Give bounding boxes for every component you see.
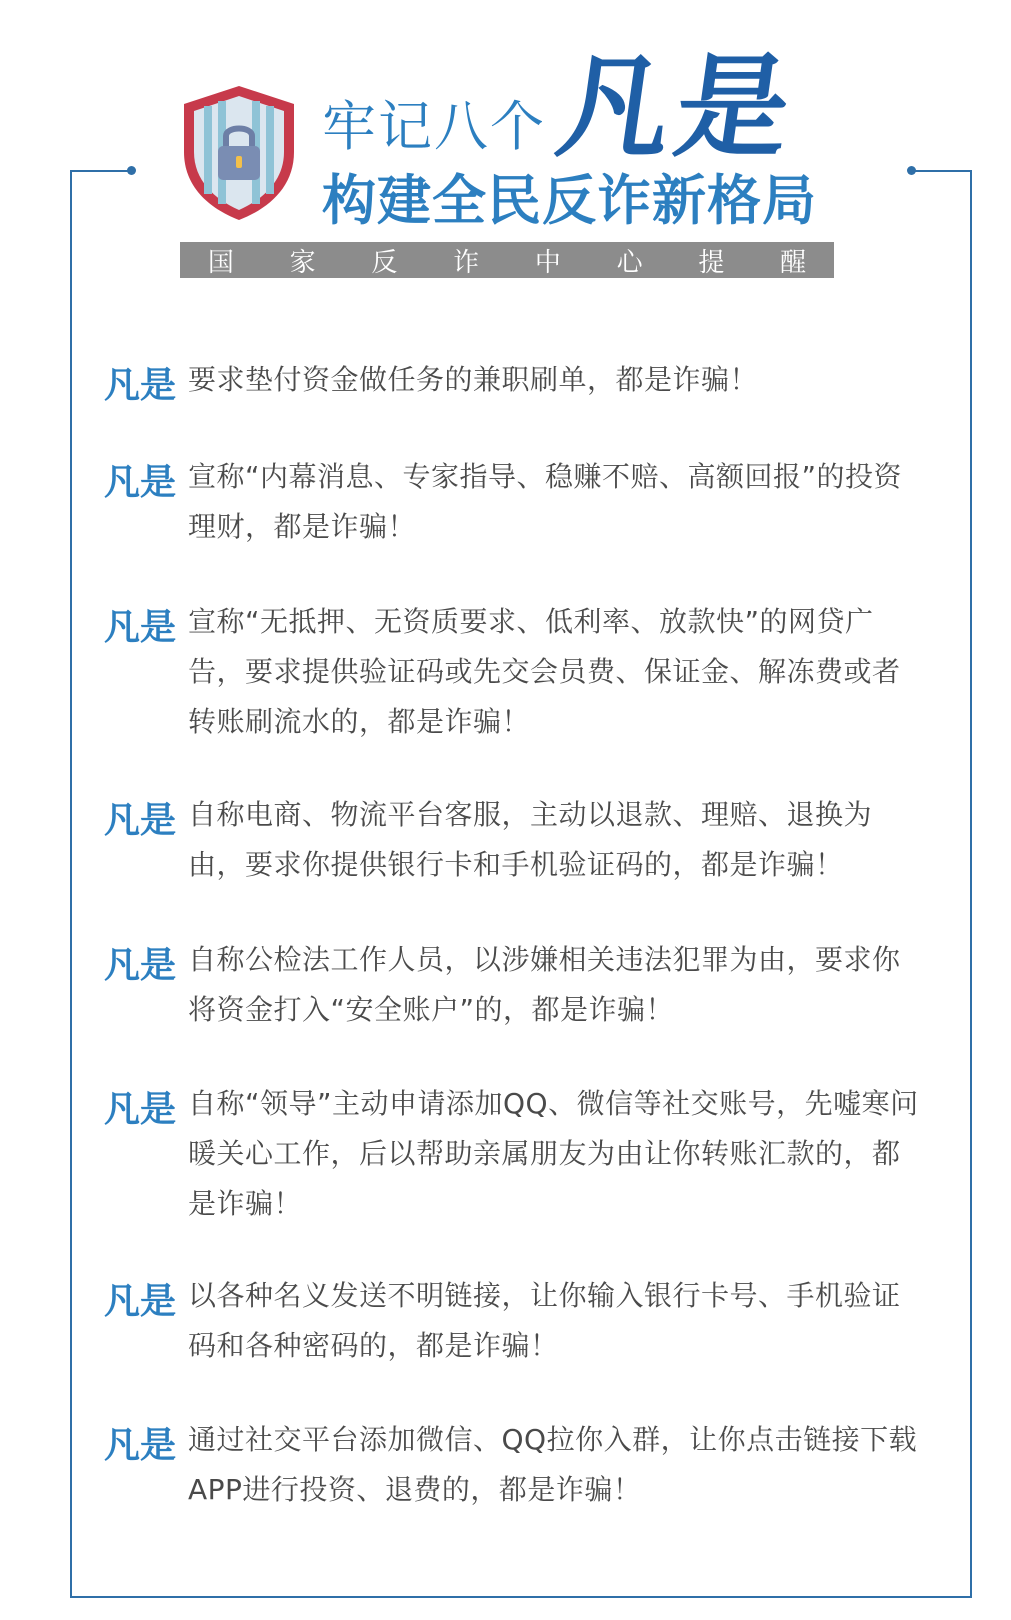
subtitle-char: 诈 <box>453 247 480 278</box>
subtitle-char: 中 <box>534 247 561 278</box>
item-label: 凡是 <box>104 462 177 503</box>
subtitle-char: 提 <box>698 247 725 278</box>
item-label: 凡是 <box>104 945 177 986</box>
item-text: 要求垫付资金做任务的兼职刷单，都是诈骗！ <box>188 363 759 396</box>
frame-top-right-line <box>912 170 972 172</box>
frame-right-line <box>970 170 972 1598</box>
shield-lock-icon <box>178 82 300 224</box>
item-text: 自称“领导”主动申请添加QQ、微信等社交账号，先嘘寒问暖关心工作，后以帮助亲属朋友为由让你转账汇款的，都是诈骗！ <box>188 1087 919 1220</box>
item-label: 凡是 <box>104 1425 177 1466</box>
subtitle-char: 反 <box>371 247 398 278</box>
frame-left-line <box>70 170 72 1598</box>
title-line2: 构建全民反诈新格局 <box>322 169 817 232</box>
subtitle-char: 醒 <box>780 247 807 278</box>
item-text: 通过社交平台添加微信、QQ拉你入群，让你点击链接下载APP进行投资、退费的，都是诈骗！ <box>188 1423 918 1506</box>
title-big: 凡是 <box>549 42 804 173</box>
frame-dot-left <box>127 166 136 175</box>
item-text: 宣称“无抵押、无资质要求、低利率、放款快”的网贷广告，要求提供验证码或先交会员费、保证金、解冻费或者转账刷流水的，都是诈骗！ <box>188 605 901 738</box>
subtitle-char: 国 <box>207 247 234 278</box>
title-line1: 牢记八个 <box>322 95 546 158</box>
item-label: 凡是 <box>104 365 177 406</box>
item-text: 以各种名义发送不明链接，让你输入银行卡号、手机验证码和各种密码的，都是诈骗！ <box>188 1279 901 1362</box>
frame-top-left-line <box>70 170 132 172</box>
item-label: 凡是 <box>104 1089 177 1130</box>
subtitle-char: 家 <box>289 247 316 278</box>
item-text: 自称公检法工作人员，以涉嫌相关违法犯罪为由，要求你将资金打入“安全账户”的，都是诈骗！ <box>188 943 901 1026</box>
frame-dot-right <box>907 166 916 175</box>
subtitle-char: 心 <box>616 247 643 278</box>
item-label: 凡是 <box>104 607 177 648</box>
item-label: 凡是 <box>104 800 177 841</box>
frame-bottom-line <box>70 1596 972 1598</box>
item-text: 宣称“内幕消息、专家指导、稳赚不赔、高额回报”的投资理财，都是诈骗！ <box>188 460 903 543</box>
item-text: 自称电商、物流平台客服，主动以退款、理赔、退换为由，要求你提供银行卡和手机验证码的，都是诈骗！ <box>188 798 873 881</box>
subtitle-bar <box>180 242 834 278</box>
item-label: 凡是 <box>104 1281 177 1322</box>
